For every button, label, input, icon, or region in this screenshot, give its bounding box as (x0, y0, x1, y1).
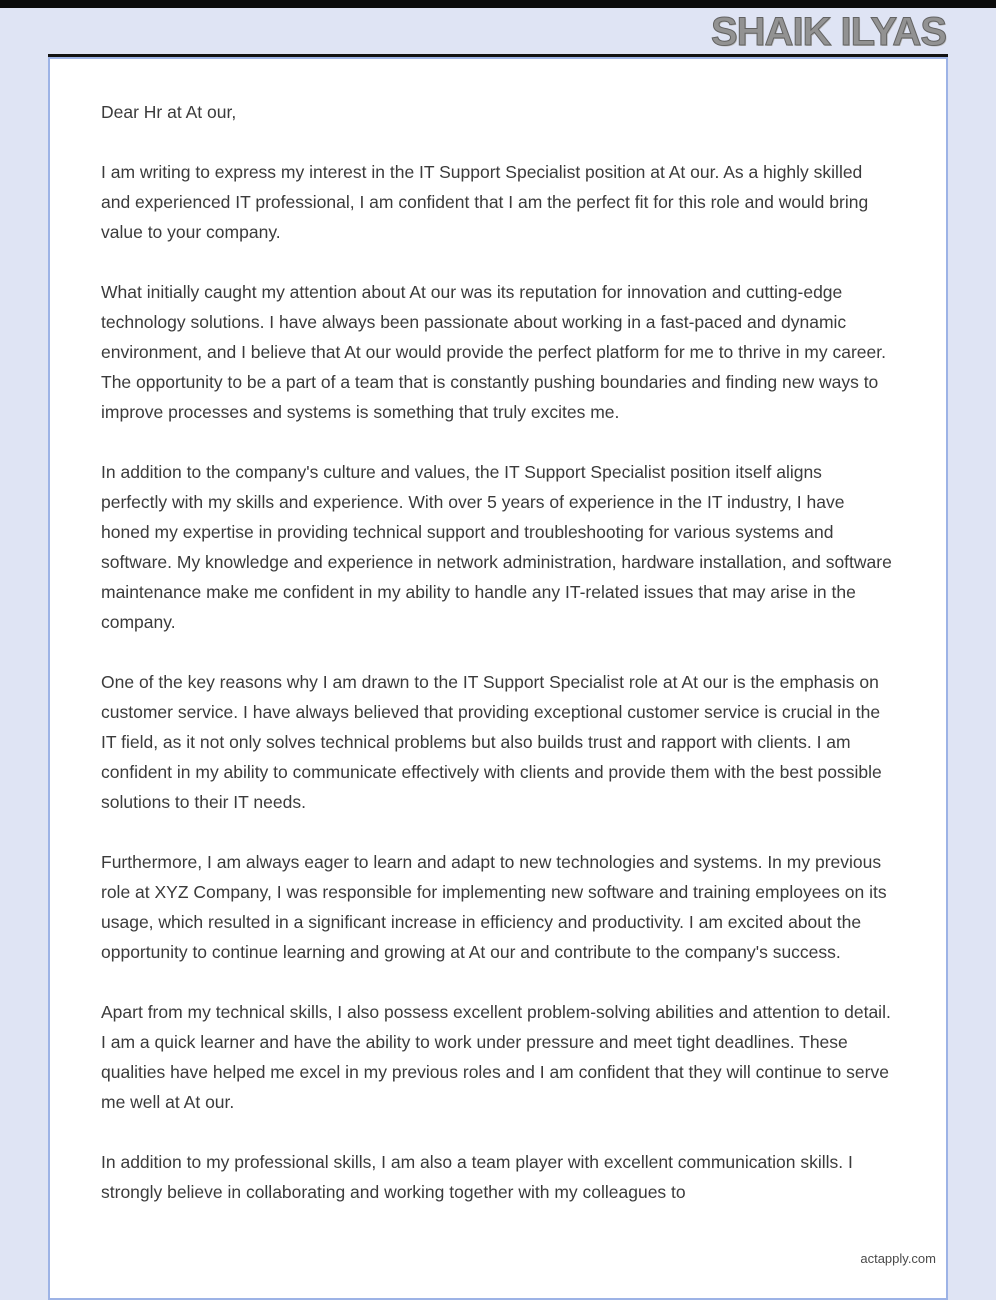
watermark: actapply.com (860, 1251, 936, 1266)
letter-paragraph: I am writing to express my interest in the IT Support Specialist position at At our. As a highly skilled and experienced IT professional, I am confident that I am the perfect fit for this role and would bring value to your company. (101, 162, 869, 242)
letter-paragraph: One of the key reasons why I am drawn to the IT Support Specialist role at At our is the emphasis on customer service. I have always believed that providing exceptional customer service is crucial in the IT field, as it not only solves technical problems but also builds trust and rapport with clients. I am confident in my ability to communicate effectively with clients and provide them with the best possible solutions to their IT needs. (101, 672, 882, 812)
letter-paragraph: In addition to my professional skills, I am also a team player with excellent communication skills. I strongly believe in collaborating and working together with my colleagues to (101, 1152, 853, 1202)
letter-paragraph: Apart from my technical skills, I also possess excellent problem-solving abilities and attention to detail. I am a quick learner and have the ability to work under pressure and meet tight deadlines. These qualities have helped me excel in my previous roles and I am confident that they will continue to serve me well at At our. (101, 1002, 891, 1112)
letter-paragraph: In addition to the company's culture and values, the IT Support Specialist position itself aligns perfectly with my skills and experience. With over 5 years of experience in the IT industry, I have honed my expertise in providing technical support and troubleshooting for various systems and software. My knowledge and experience in network administration, hardware installation, and software maintenance make me confident in my ability to handle any IT-related issues that may arise in the company. (101, 462, 892, 632)
letter-paragraph: What initially caught my attention about At our was its reputation for innovation and cutting-edge technology solutions. I have always been passionate about working in a fast-paced and dynamic environment, and I believe that At our would provide the perfect platform for me to thrive in my career. The opportunity to be a part of a team that is constantly pushing boundaries and finding new ways to improve processes and systems is something that truly excites me. (101, 282, 886, 422)
letter-paragraph: Furthermore, I am always eager to learn and adapt to new technologies and systems. In my previous role at XYZ Company, I was responsible for implementing new software and training employees on its usage, which resulted in a significant increase in efficiency and productivity. I am excited about the opportunity to continue learning and growing at At our and contribute to the company's success. (101, 852, 887, 962)
salutation: Dear Hr at At our, (101, 102, 237, 122)
top-bar (0, 0, 996, 8)
letter-document (48, 57, 948, 1300)
brand-name: SHAIK ILYAS (710, 10, 946, 54)
